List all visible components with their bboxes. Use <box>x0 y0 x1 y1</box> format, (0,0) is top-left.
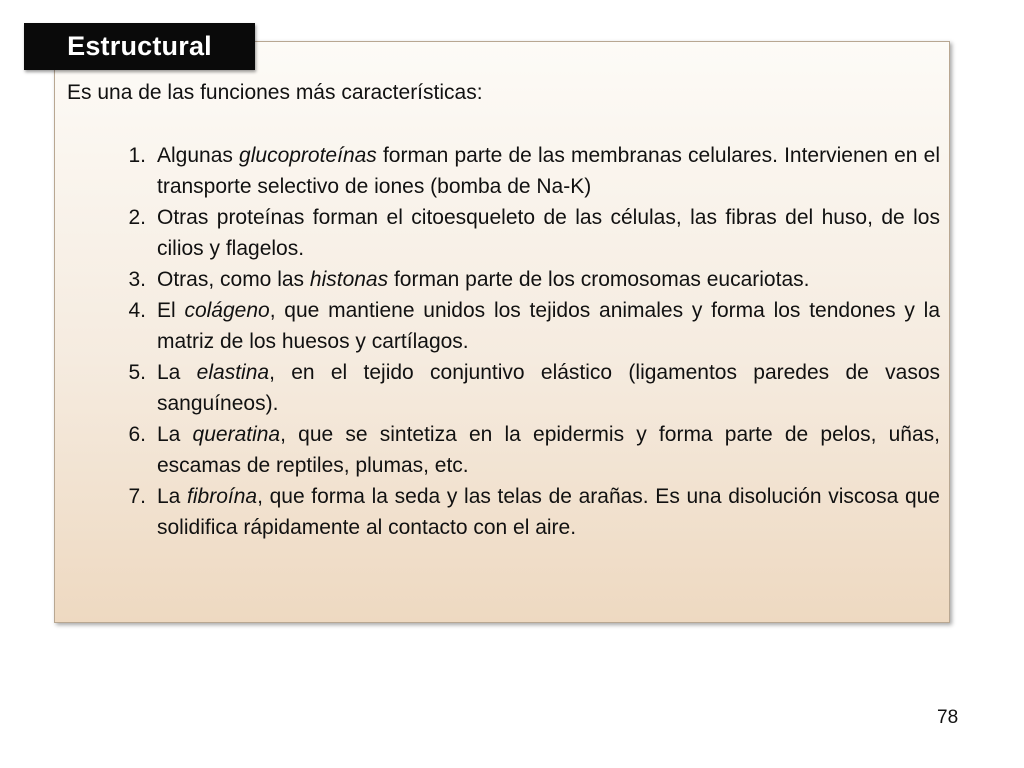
list-item-text <box>157 140 940 202</box>
text-segment: Otras proteínas forman el citoesqueleto de las células, las fibras del huso, de los cilios y flagelos. <box>157 206 940 260</box>
text-segment: El <box>157 299 185 322</box>
text-segment: , que forma la seda y las telas de arañas. Es una disolución viscosa que solidifica rápidamente al contacto con el aire. <box>157 485 940 539</box>
numbered-list <box>67 140 940 543</box>
list-item <box>67 140 940 202</box>
text-segment: , que se sintetiza en la epidermis y forma parte de pelos, uñas, escamas de reptiles, plumas, etc. <box>157 423 940 477</box>
text-segment: La <box>157 423 193 446</box>
italic-term: fibroína <box>187 485 258 508</box>
list-item <box>67 481 940 543</box>
list-item-number: 1. <box>128 144 146 167</box>
text-segment: Otras, como las <box>157 268 310 291</box>
list-item-text <box>157 481 940 543</box>
page-number: 78 <box>937 707 959 728</box>
list-item-number: 3. <box>128 268 146 291</box>
list-item <box>67 202 940 264</box>
text-segment: forman parte de los cromosomas eucariotas. <box>388 268 810 291</box>
list-item <box>67 264 940 295</box>
italic-term: glucoproteínas <box>239 144 377 167</box>
list-item <box>67 419 940 481</box>
list-item-text <box>157 264 940 295</box>
text-segment: forman parte de las membranas celulares. Intervienen en el transporte selectivo de iones (bomba de Na-K) <box>157 144 940 198</box>
list-item-number: 4. <box>128 299 146 322</box>
list-item <box>67 295 940 357</box>
text-segment: Algunas <box>157 144 240 167</box>
list-item-number: 7. <box>128 485 146 508</box>
list-item-text <box>157 357 940 419</box>
intro-text: Es una de las funciones más características: <box>67 81 483 104</box>
text-segment: , en el tejido conjuntivo elástico (ligamentos paredes de vasos sanguíneos). <box>157 361 940 415</box>
list-item-text <box>157 202 940 264</box>
text-segment: La <box>157 361 197 384</box>
slide-title: Estructural <box>67 31 212 61</box>
italic-term: queratina <box>192 423 281 446</box>
list-item-number: 6. <box>128 423 146 446</box>
list-item-text <box>157 419 940 481</box>
list-item <box>67 357 940 419</box>
italic-term: histonas <box>309 268 389 291</box>
list-item-number: 2. <box>128 206 146 229</box>
text-segment: La <box>157 485 188 508</box>
title-tab <box>24 23 255 70</box>
list-item-text <box>157 295 940 357</box>
text-segment: , que mantiene unidos los tejidos animales y forma los tendones y la matriz de los huesos y cartílagos. <box>157 299 940 353</box>
list-item-number: 5. <box>128 361 146 384</box>
italic-term: elastina <box>196 361 270 384</box>
italic-term: colágeno <box>184 299 270 322</box>
